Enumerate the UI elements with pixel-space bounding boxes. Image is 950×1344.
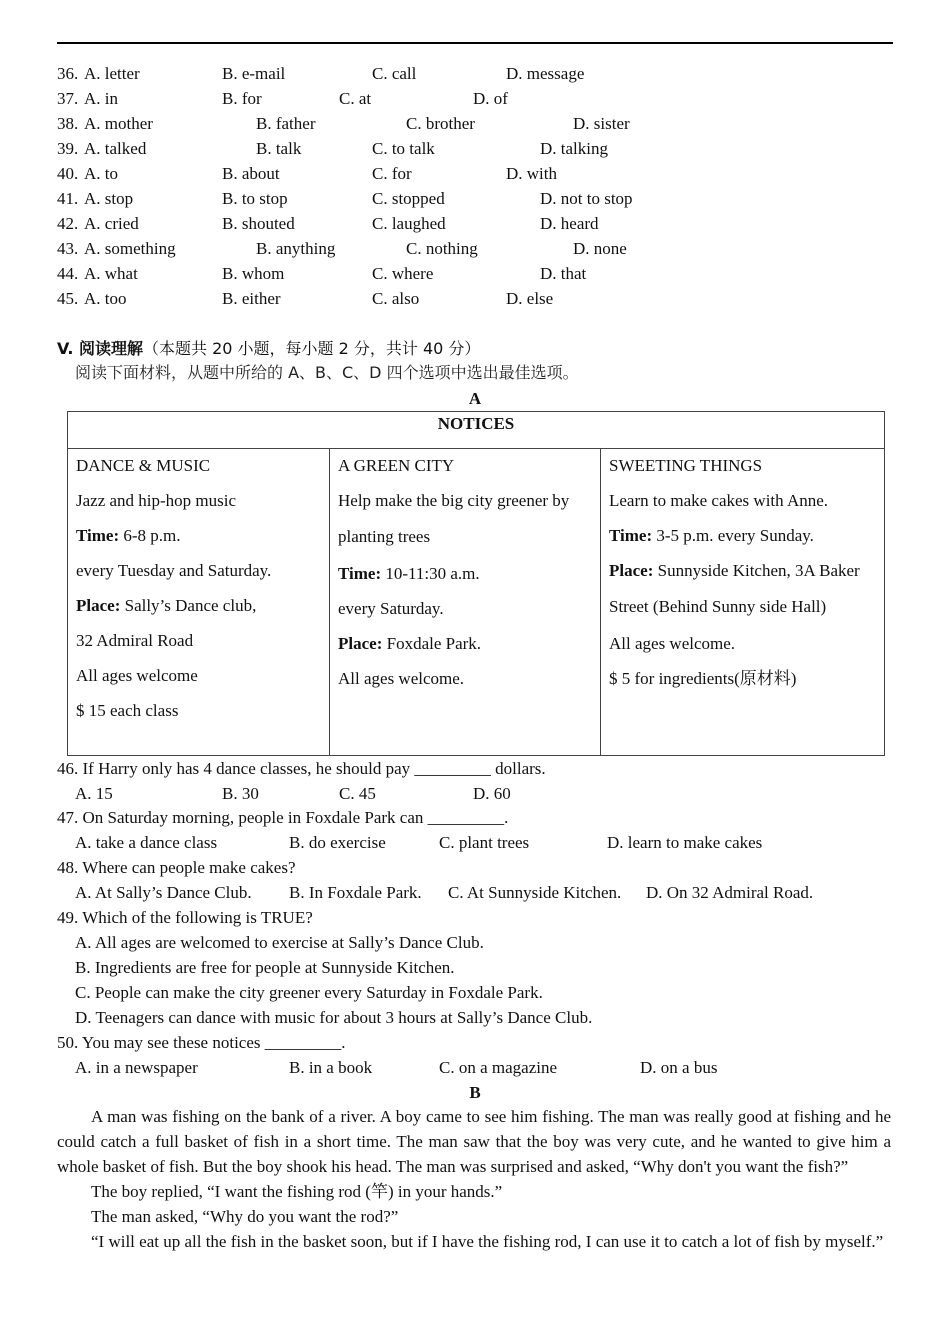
option-c: C. laughed [372, 214, 446, 233]
notice-place [609, 553, 876, 588]
option-d: D. on a bus [640, 1058, 718, 1077]
option-c: C. brother [406, 114, 475, 133]
notice-time [338, 556, 592, 591]
notices-title: NOTICES [68, 412, 885, 449]
option-b: B. e-mail [222, 64, 286, 83]
question-number: 39. [57, 139, 79, 158]
notice-title: A GREEN CITY [338, 456, 455, 475]
question-number: 41. [57, 189, 79, 208]
notice-place [76, 588, 321, 623]
notice-time [76, 518, 321, 553]
option-b: B. In Foxdale Park. [289, 883, 422, 902]
place-label: Place: [338, 634, 383, 653]
notice-place [338, 626, 592, 661]
passage-b-letter: B [469, 1083, 481, 1102]
option-b: B. anything [256, 239, 336, 258]
section-heading [57, 337, 480, 362]
notice-ages: All ages welcome. [609, 634, 736, 653]
notice-ages: All ages welcome. [338, 669, 465, 688]
option-a: A. to [84, 164, 118, 183]
option-a: A. mother [84, 114, 153, 133]
place-label: Place: [76, 596, 121, 615]
time-label: Time: [338, 564, 382, 583]
option-a: A. At Sally’s Dance Club. [75, 883, 252, 902]
notice-time-extra: every Saturday. [338, 599, 444, 618]
question-number: 45. [57, 289, 79, 308]
question-stem: 49. Which of the following is TRUE? [57, 908, 313, 927]
option-d: D. On 32 Admiral Road. [646, 883, 814, 902]
option-a: A. in [84, 89, 118, 108]
option-a: A. in a newspaper [75, 1058, 198, 1077]
option-a: A. what [84, 264, 138, 283]
section-title: V. 阅读理解 [57, 339, 143, 358]
option-d: D. not to stop [540, 189, 633, 208]
option-d: D. sister [573, 114, 630, 133]
option-d: D. 60 [473, 784, 511, 803]
question-number: 38. [57, 114, 79, 133]
option-c: C. call [372, 64, 417, 83]
option-b: B. whom [222, 264, 285, 283]
option-a: A. talked [84, 139, 147, 158]
question-stem: 46. If Harry only has 4 dance classes, he should pay _________ dollars. [57, 759, 546, 778]
question-stem: 47. On Saturday morning, people in Foxdale Park can _________. [57, 808, 509, 827]
notice-title: SWEETING THINGS [609, 456, 763, 475]
option-d: D. message [506, 64, 585, 83]
notice-place-extra: 32 Admiral Road [76, 631, 194, 650]
place-label: Place: [609, 561, 654, 580]
option-b: B. father [256, 114, 316, 133]
notice-title: DANCE & MUSIC [76, 456, 211, 475]
option-d: D. that [540, 264, 587, 283]
notices-body-row [68, 449, 885, 756]
place-value: Sunnyside Kitchen, 3A Baker [653, 561, 860, 580]
passage-b-paragraph-3: The man asked, “Why do you want the rod?” [91, 1207, 399, 1226]
option-a: A. letter [84, 64, 140, 83]
option-b: B. about [222, 164, 280, 183]
option-b: B. to stop [222, 189, 288, 208]
option-c: C. to talk [372, 139, 435, 158]
time-value: 10-11:30 a.m. [381, 564, 480, 583]
option-c: C. plant trees [439, 833, 530, 852]
option-a: A. stop [84, 189, 134, 208]
option-d: D. none [573, 239, 627, 258]
question-stem: 50. You may see these notices _________. [57, 1033, 346, 1052]
notice-description: Help make the big city greener by [338, 491, 570, 510]
question-number: 44. [57, 264, 79, 283]
time-value: 6-8 p.m. [119, 526, 181, 545]
question-number: 36. [57, 64, 79, 83]
section-instruction: 阅读下面材料，从题中所给的 A、B、C、D 四个选项中选出最佳选项。 [75, 363, 579, 382]
top-rule [57, 42, 893, 44]
option-c: C. 45 [339, 784, 376, 803]
option-c: C. At Sunnyside Kitchen. [448, 883, 622, 902]
place-value: Foxdale Park. [382, 634, 482, 653]
option-b: B. 30 [222, 784, 259, 803]
option-c: C. where [372, 264, 434, 283]
notice-description: Jazz and hip-hop music [76, 491, 237, 510]
question-number: 43. [57, 239, 79, 258]
notices-table [67, 411, 885, 756]
option-b: B. Ingredients are free for people at Sunnyside Kitchen. [75, 958, 455, 977]
option-a: A. cried [84, 214, 139, 233]
notice-price: $ 5 for ingredients(原材料) [609, 669, 797, 688]
section-score-note: （本题共 20 小题，每小题 2 分，共计 40 分） [142, 339, 481, 358]
option-c: C. stopped [372, 189, 445, 208]
notice-price: $ 15 each class [76, 701, 179, 720]
notice-description-cont: planting trees [338, 527, 431, 546]
option-d: D. talking [540, 139, 608, 158]
option-d: D. heard [540, 214, 599, 233]
notice-sweeting-things [601, 449, 885, 756]
notice-description: Learn to make cakes with Anne. [609, 491, 829, 510]
option-d: D. Teenagers can dance with music for about 3 hours at Sally’s Dance Club. [75, 1008, 593, 1027]
place-value: Sally’s Dance club, [120, 596, 257, 615]
notice-place-extra: Street (Behind Sunny side Hall) [609, 597, 827, 616]
option-b: B. either [222, 289, 281, 308]
notice-time-extra: every Tuesday and Saturday. [76, 561, 272, 580]
option-a: A. too [84, 289, 127, 308]
notice-green-city [330, 449, 601, 756]
option-d: D. learn to make cakes [607, 833, 763, 852]
question-number: 37. [57, 89, 79, 108]
option-a: A. All ages are welcomed to exercise at Sally’s Dance Club. [75, 933, 484, 952]
option-b: B. shouted [222, 214, 295, 233]
time-value: 3-5 p.m. every Sunday. [652, 526, 814, 545]
option-c: C. People can make the city greener every Saturday in Foxdale Park. [75, 983, 543, 1002]
passage-b-paragraph-2: The boy replied, “I want the fishing rod (竿) in your hands.” [91, 1182, 503, 1201]
option-c: C. for [372, 164, 412, 183]
time-label: Time: [609, 526, 653, 545]
notice-ages: All ages welcome [76, 666, 198, 685]
option-d: D. with [506, 164, 557, 183]
option-c: C. on a magazine [439, 1058, 558, 1077]
passage-a-letter: A [468, 389, 482, 408]
option-b: B. in a book [289, 1058, 373, 1077]
option-b: B. for [222, 89, 262, 108]
option-c: C. at [339, 89, 372, 108]
question-number: 40. [57, 164, 79, 183]
question-stem: 48. Where can people make cakes? [57, 858, 296, 877]
option-b: B. do exercise [289, 833, 386, 852]
option-c: C. nothing [406, 239, 478, 258]
option-c: C. also [372, 289, 420, 308]
passage-b-paragraph-4: “I will eat up all the fish in the basket soon, but if I have the fishing rod, I can use it to catch a lot of fish by myself.” [91, 1232, 884, 1251]
passage-b-paragraph-1: A man was fishing on the bank of a river. A boy came to see him fishing. The man was really good at fishing and he could catch a full basket of fish in a short time. The man saw that the boy was very cute, and he wanted to give him a whole basket of fish. But the boy shook his head. The man was surprised and asked, “Why don't you want the fish?” [57, 1107, 891, 1176]
question-number: 42. [57, 214, 79, 233]
option-d: D. of [473, 89, 508, 108]
option-a: A. something [84, 239, 176, 258]
notices-header-row [68, 412, 885, 449]
time-label: Time: [76, 526, 120, 545]
notice-time [609, 518, 876, 553]
option-b: B. talk [256, 139, 302, 158]
option-a: A. 15 [75, 784, 113, 803]
option-d: D. else [506, 289, 554, 308]
option-a: A. take a dance class [75, 833, 218, 852]
notice-dance-music [68, 449, 330, 756]
